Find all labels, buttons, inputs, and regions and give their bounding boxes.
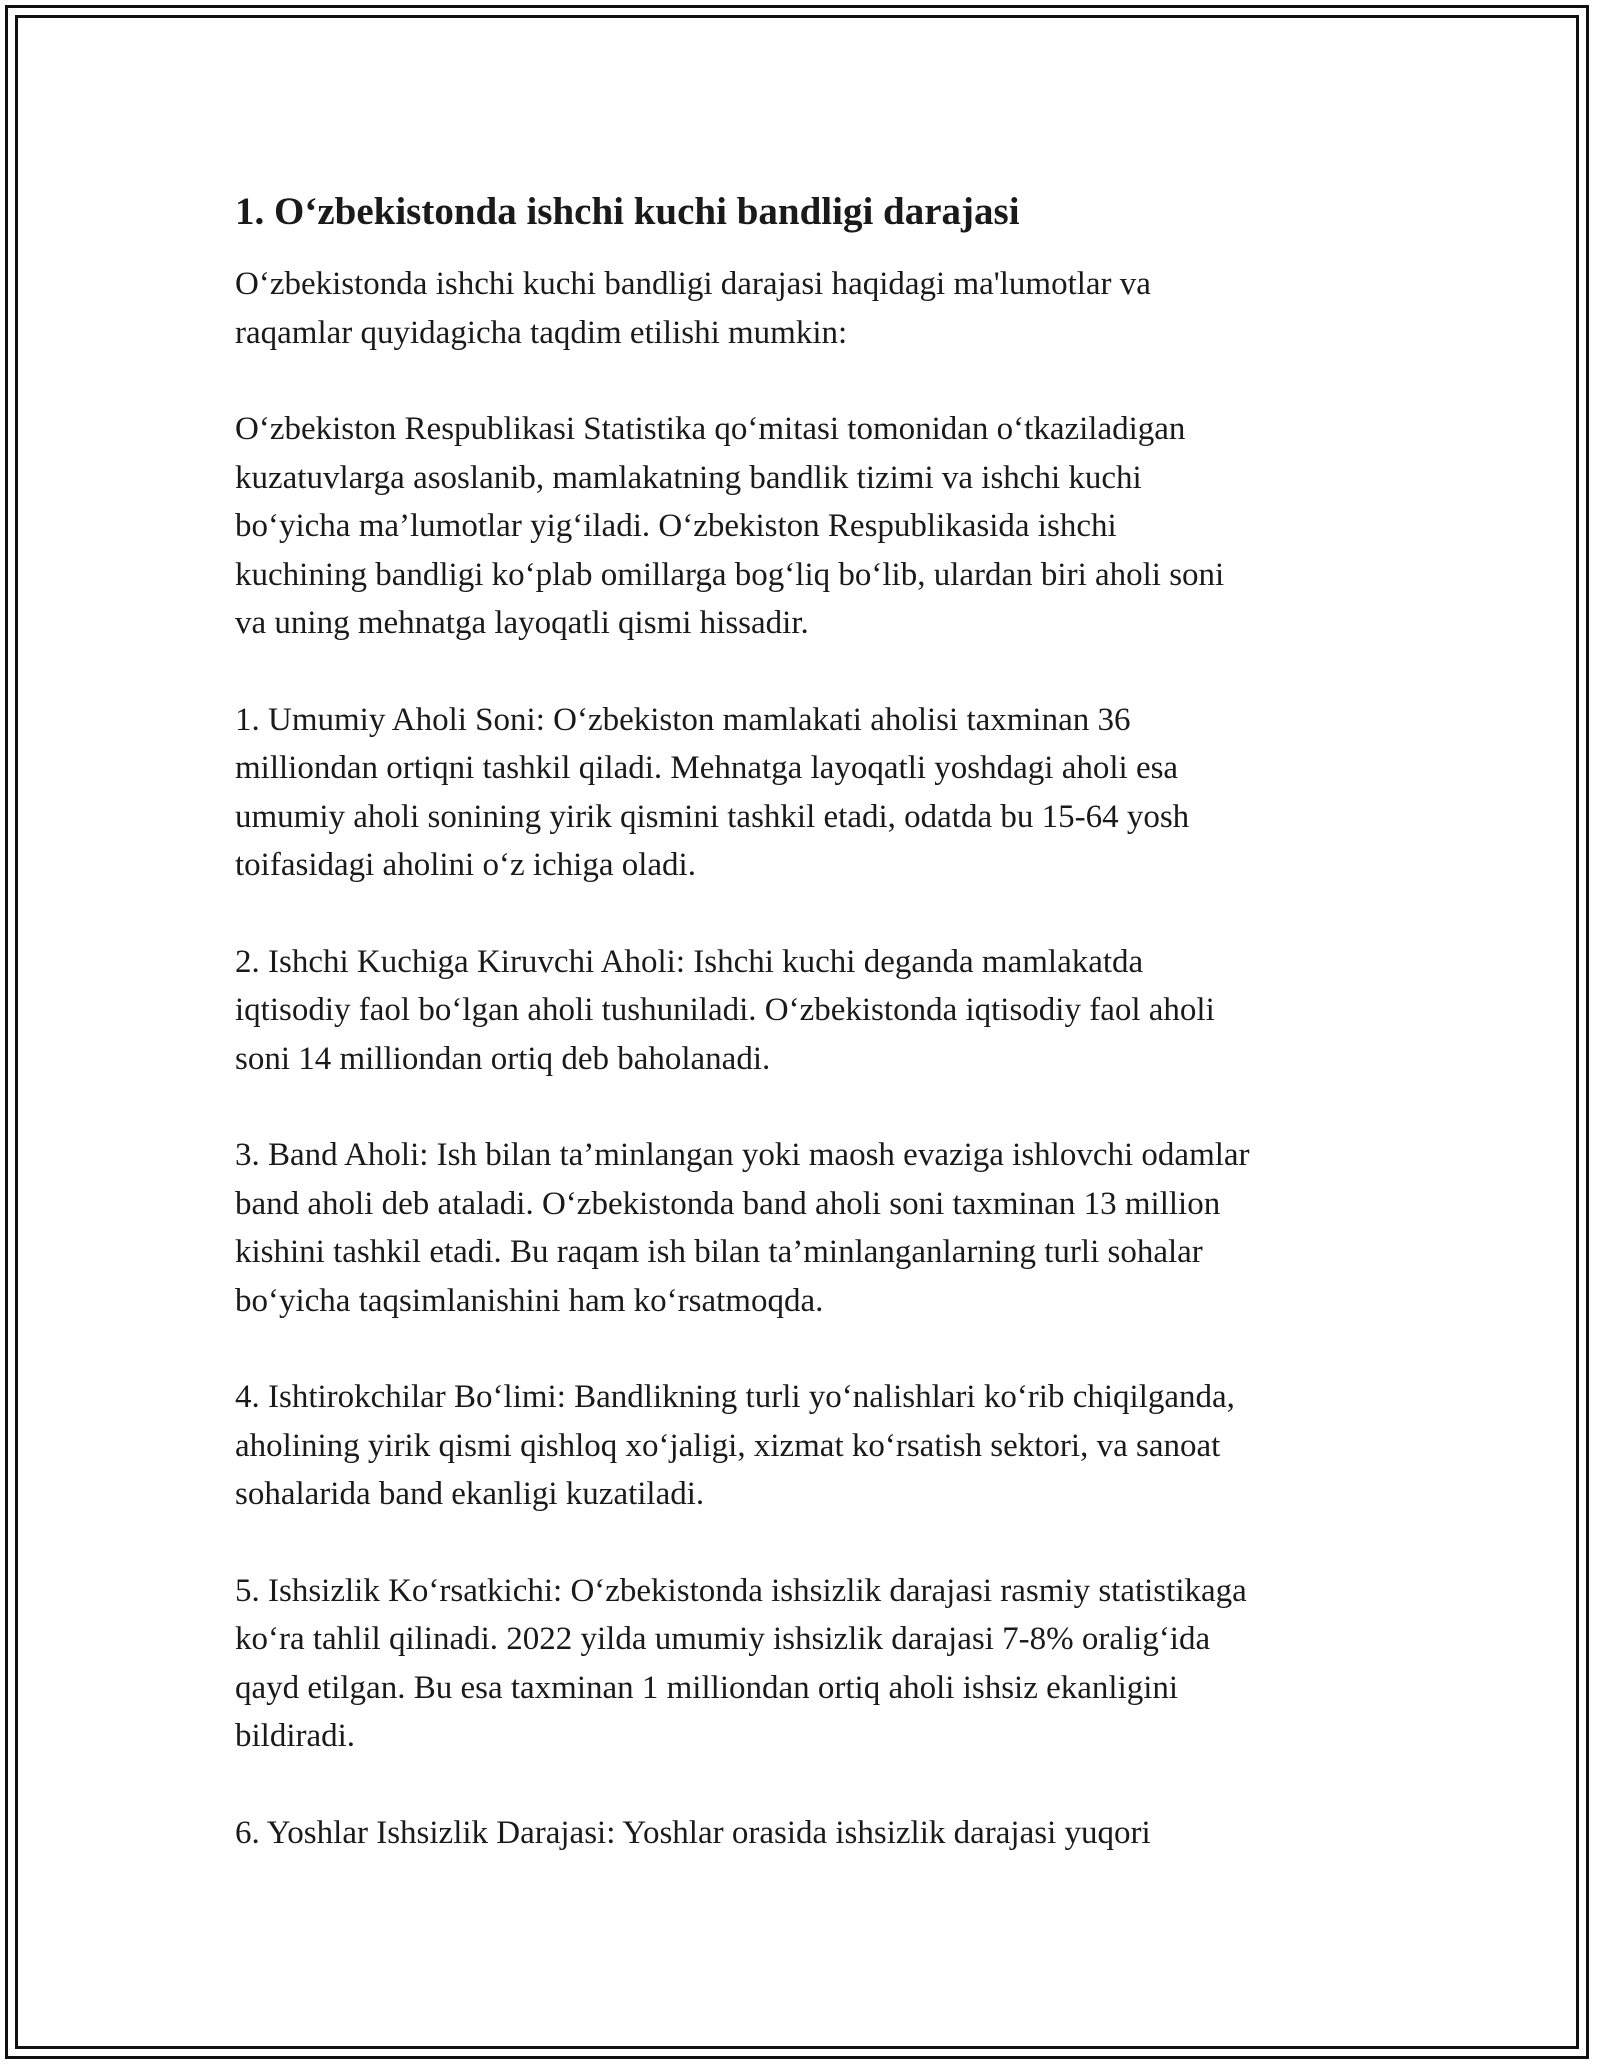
text-line: 5. Ishsizlik Ko‘rsatkichi: O‘zbekistonda ishsizlik darajasi rasmiy statistikaga <box>235 1572 1247 1609</box>
text-line: bo‘yicha ma’lumotlar yig‘iladi. O‘zbekiston Respublikasida ishchi <box>235 508 1117 544</box>
text-line: kuchining bandligi ko‘plab omillarga bog‘liq bo‘lib, ulardan biri aholi soni <box>235 556 1225 593</box>
text-line: 2. Ishchi Kuchiga Kiruvchi Aholi: Ishchi kuchi deganda mamlakatda <box>235 943 1144 980</box>
statistics-committee-paragraph <box>235 405 1375 648</box>
labor-force-paragraph <box>235 938 1375 1084</box>
participants-section-paragraph <box>235 1373 1375 1519</box>
intro-paragraph <box>235 260 1375 357</box>
text-line: sohalarida band ekanligi kuzatiladi. <box>235 1476 705 1512</box>
text-line: O‘zbekiston Respublikasi Statistika qo‘mitasi tomonidan o‘tkaziladigan <box>235 411 1186 447</box>
text-line: 3. Band Aholi: Ish bilan ta’minlangan yoki maosh evaziga ishlovchi odamlar <box>235 1137 1250 1173</box>
text-line: milliondan ortiqni tashkil qiladi. Mehnatga layoqatli yoshdagi aholi esa <box>235 750 1179 786</box>
text-line: qayd etilgan. Bu esa taxminan 1 milliondan ortiq aholi ishsiz ekanligini <box>235 1669 1179 1706</box>
text-line: 4. Ishtirokchilar Bo‘limi: Bandlikning turli yo‘nalishlari ko‘rib chiqilganda, <box>235 1379 1235 1415</box>
text-line: ko‘ra tahlil qilinadi. 2022 yilda umumiy ishsizlik darajasi 7-8% oralig‘ida <box>235 1621 1211 1657</box>
employed-population-paragraph <box>235 1131 1375 1325</box>
total-population-paragraph <box>235 696 1375 890</box>
text-line: toifasidagi aholini o‘z ichiga oladi. <box>235 847 696 883</box>
youth-unemployment-paragraph <box>235 1809 1375 1858</box>
text-line: umumiy aholi sonining yirik qismini tashkil etadi, odatda bu 15-64 yosh <box>235 798 1190 835</box>
text-line: raqamlar quyidagicha taqdim etilishi mumkin: <box>235 314 848 351</box>
page-title: 1. O‘zbekistonda ishchi kuchi bandligi darajasi <box>235 190 1020 233</box>
text-line: va uning mehnatga layoqatli qismi hissadir. <box>235 605 809 641</box>
text-line: 1. Umumiy Aholi Soni: O‘zbekiston mamlakati aholisi taxminan 36 <box>235 701 1131 738</box>
text-line: iqtisodiy faol bo‘lgan aholi tushuniladi. O‘zbekistonda iqtisodiy faol aholi <box>235 992 1215 1028</box>
text-line: bo‘yicha taqsimlanishini ham ko‘rsatmoqda. <box>235 1282 824 1319</box>
unemployment-indicator-paragraph <box>235 1567 1375 1761</box>
text-line: bildiradi. <box>235 1718 356 1754</box>
text-line: kuzatuvlarga asoslanib, mamlakatning bandlik tizimi va ishchi kuchi <box>235 459 1142 496</box>
text-line: aholining yirik qismi qishloq xo‘jaligi, xizmat ko‘rsatish sektori, va sanoat <box>235 1427 1221 1464</box>
document-body <box>235 188 1375 1905</box>
text-line: soni 14 milliondan ortiq deb baholanadi. <box>235 1040 771 1077</box>
text-line: band aholi deb ataladi. O‘zbekistonda band aholi soni taxminan 13 million <box>235 1185 1221 1222</box>
text-line: 6. Yoshlar Ishsizlik Darajasi: Yoshlar orasida ishsizlik darajasi yuqori <box>235 1814 1151 1851</box>
text-line: O‘zbekistonda ishchi kuchi bandligi darajasi haqidagi ma'lumotlar va <box>235 266 1151 302</box>
text-line: kishini tashkil etadi. Bu raqam ish bilan ta’minlanganlarning turli sohalar <box>235 1234 1203 1270</box>
